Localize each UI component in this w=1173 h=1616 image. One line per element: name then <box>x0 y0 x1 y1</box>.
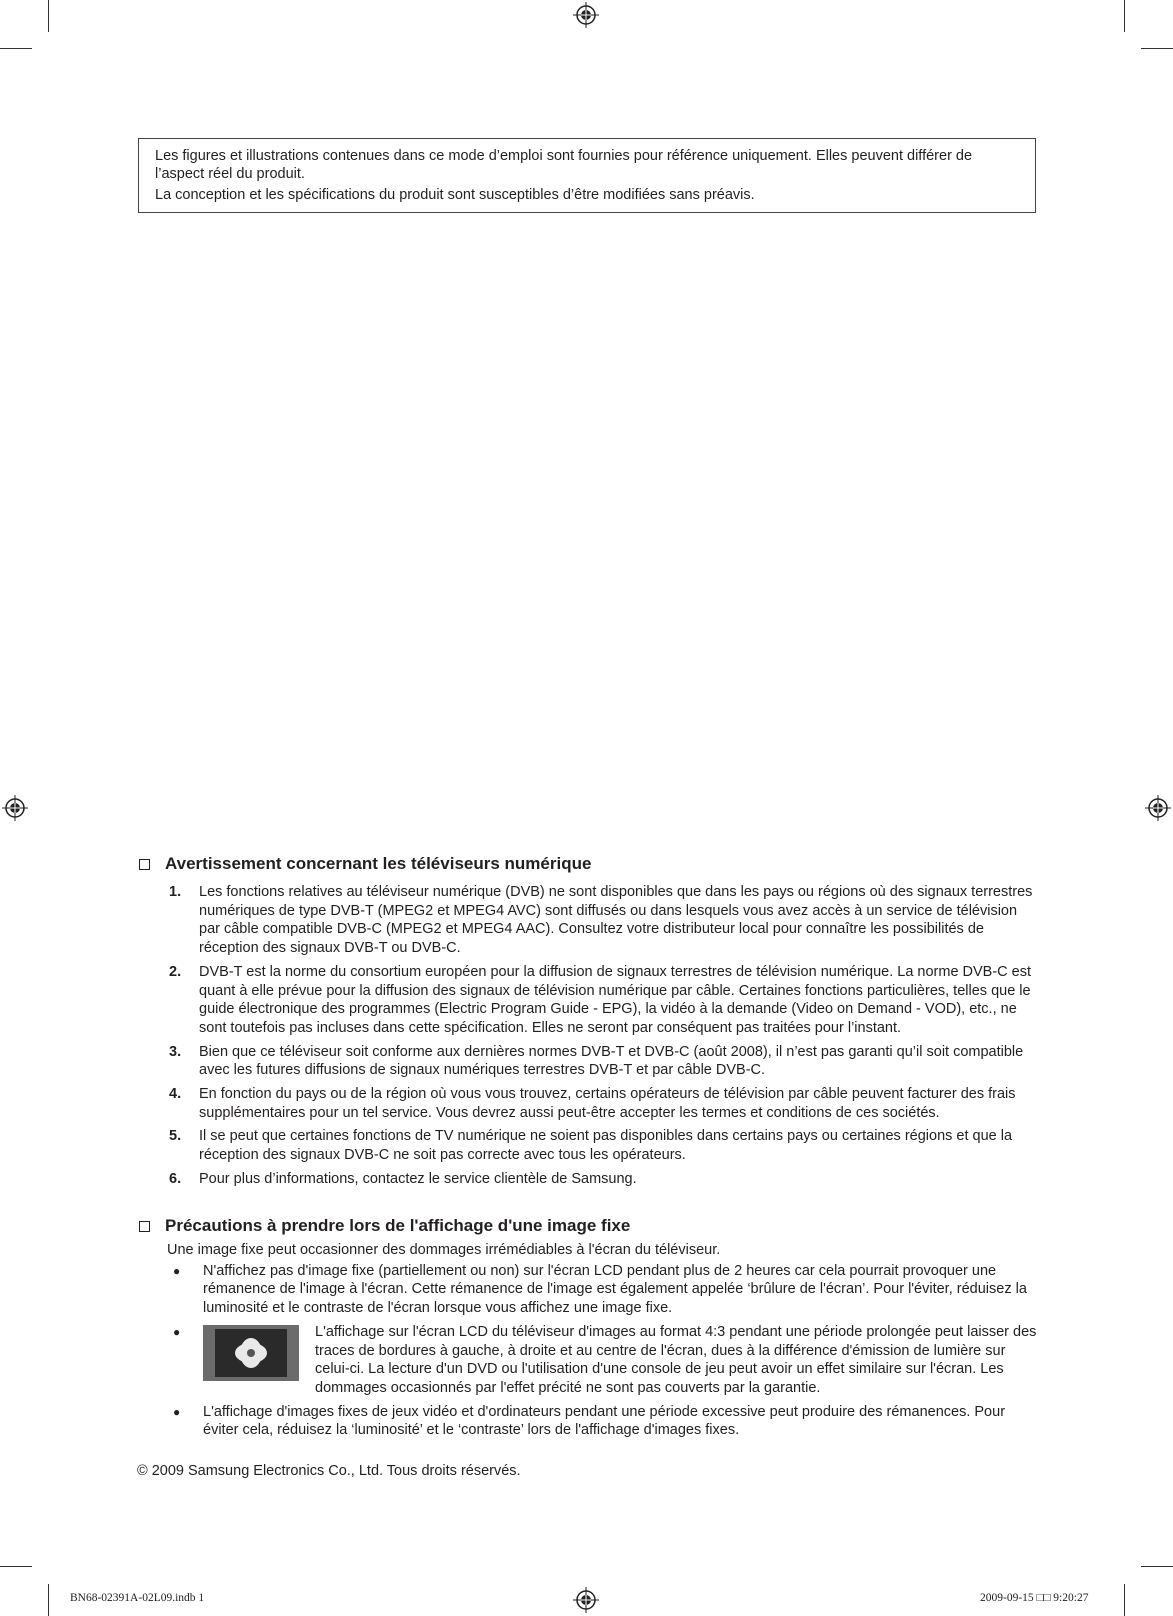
crop-mark <box>1141 48 1173 49</box>
registration-mark-icon <box>1145 795 1171 821</box>
disclaimer-box <box>138 138 1036 213</box>
bullet-list <box>137 1262 1037 1440</box>
footer-filename: BN68-02391A-02L09.indb 1 <box>70 1592 205 1604</box>
list-item <box>137 1170 1037 1189</box>
section-heading <box>137 853 1037 875</box>
crop-mark <box>0 1566 32 1567</box>
bullet-icon: ● <box>173 1404 181 1419</box>
bullet-icon: ● <box>173 1324 181 1339</box>
item-text: DVB-T est la norme du consortium européen pour la diffusion de signaux terrestres de télévision numérique. La norme DVB-C est quant à elle prévue pour la diffusion des signaux de télévision numérique par câble. Certaines fonctions particulières, telles que le guide électronique des programmes (Electric Program Guide - EPG), la vidéo à la demande (Video on Demand - VOD), etc., ne sont toutefois pas incluses dans cette spécification. Elles ne seront par conséquent pas traitées pour l’instant. <box>199 963 1032 1036</box>
list-item <box>137 883 1037 958</box>
section-still-image-precautions <box>137 1215 1037 1445</box>
crop-mark <box>1141 1566 1173 1567</box>
item-text: L'affichage d'images fixes de jeux vidéo et d'ordinateurs pendant une période excessive peut produire des rémanences. Pour éviter cela, réduisez la ‘luminosité’ et le ‘contraste’ lors de l'affichage d'images fixes. <box>203 1403 1006 1439</box>
list-item <box>137 1403 1037 1440</box>
list-item <box>137 1085 1037 1122</box>
item-number: 5. <box>169 1128 182 1145</box>
disclaimer-line-1: Les figures et illustrations contenues dans ce mode d’emploi sont fournies pour référence uniquement. Elles peuvent différer de l’aspect réel du produit. <box>155 148 973 182</box>
checkbox-square-icon <box>139 1221 150 1232</box>
item-text: Bien que ce téléviseur soit conforme aux dernières normes DVB-T et DVB-C (août 2008), il n’est pas garanti qu’il soit compatible avec les futures diffusions de signaux numériques terrestres DVB-T et par câble DVB-C. <box>199 1043 1024 1079</box>
section-title: Précautions à prendre lors de l'affichage d'une image fixe <box>165 1216 631 1235</box>
disclaimer-line-2: La conception et les spécifications du produit sont susceptibles d’être modifiées sans préavis. <box>155 187 755 203</box>
registration-mark-icon <box>573 1587 599 1613</box>
item-text: N'affichez pas d'image fixe (partiellement ou non) sur l'écran LCD pendant plus de 2 heures car cela pourrait provoquer une rémanence de l'image à l'écran. Cette rémanence de l'image est également appelée ‘brûlure de l'écran’. Pour l'éviter, réduisez la luminosité et le contraste de l'écran lorsque vous affichez une image fixe. <box>203 1262 1027 1317</box>
item-text: Pour plus d’informations, contactez le service clientèle de Samsung. <box>199 1170 637 1187</box>
list-item <box>137 1127 1037 1164</box>
flower-screen-image <box>203 1325 299 1381</box>
item-text: En fonction du pays ou de la région où vous vous trouvez, certains opérateurs de télévision par câble peuvent facturer des frais supplémentaires pour un tel service. Vous devrez aussi peut-être accepter les termes et conditions de ces sociétés. <box>199 1086 1016 1121</box>
copyright-notice: © 2009 Samsung Electronics Co., Ltd. Tous droits réservés. <box>137 1463 521 1479</box>
crop-mark <box>48 1584 49 1616</box>
item-number: 1. <box>169 884 182 900</box>
list-item <box>137 1043 1037 1080</box>
crop-mark <box>1124 0 1125 32</box>
crop-mark <box>1124 1584 1125 1616</box>
section-heading <box>137 1215 1037 1237</box>
list-item <box>137 1323 1037 1398</box>
footer-timestamp: 2009-09-15 □□ 9:20:27 <box>980 1592 1089 1604</box>
crop-mark <box>48 0 49 32</box>
section-title: Avertissement concernant les téléviseurs numérique <box>165 854 592 873</box>
list-item <box>137 1262 1037 1318</box>
item-text: Il se peut que certaines fonctions de TV numérique ne soient pas disponibles dans certains pays ou certaines régions et que la réception des signaux DVB-C ne soit pas correcte avec tous les opérateurs. <box>199 1128 1013 1164</box>
item-number: 2. <box>169 963 182 980</box>
item-number: 6. <box>169 1170 182 1187</box>
bullet-icon: ● <box>173 1263 181 1278</box>
numbered-list <box>137 883 1037 1189</box>
item-number: 4. <box>169 1086 182 1103</box>
section-intro: Une image fixe peut occasionner des dommages irrémédiables à l'écran du téléviseur. <box>167 1242 721 1258</box>
crop-mark <box>0 48 32 49</box>
registration-mark-icon <box>2 795 28 821</box>
checkbox-square-icon <box>139 859 150 870</box>
item-number: 3. <box>169 1043 182 1060</box>
item-text: L'affichage sur l'écran LCD du téléviseur d'images au format 4:3 pendant une période prolongée peut laisser des traces de bordures à gauche, à droite et au centre de l'écran, dues à la différence d'émission de lumière sur celui-ci. La lecture d'un DVD ou l'utilisation d'une console de jeu peut avoir un effet similaire sur l'écran. Les dommages occasionnés par l'effet précité ne sont pas couverts par la garantie. <box>315 1323 1037 1396</box>
list-item <box>137 963 1037 1038</box>
section-digital-tv-warning <box>137 853 1037 1194</box>
item-text: Les fonctions relatives au téléviseur numérique (DVB) ne sont disponibles que dans les pays ou régions où des signaux terrestres numériques de type DVB-T (MPEG2 et MPEG4 AVC) sont diffusés ou dans lesquels vous avez accès à un service de télévision par câble compatible DVB-C (MPEG2 et MPEG4 AAC). Consultez votre distributeur local pour connaître les possibilités de réception des signaux DVB-T ou DVB-C. <box>199 884 1033 957</box>
registration-mark-icon <box>573 2 599 28</box>
